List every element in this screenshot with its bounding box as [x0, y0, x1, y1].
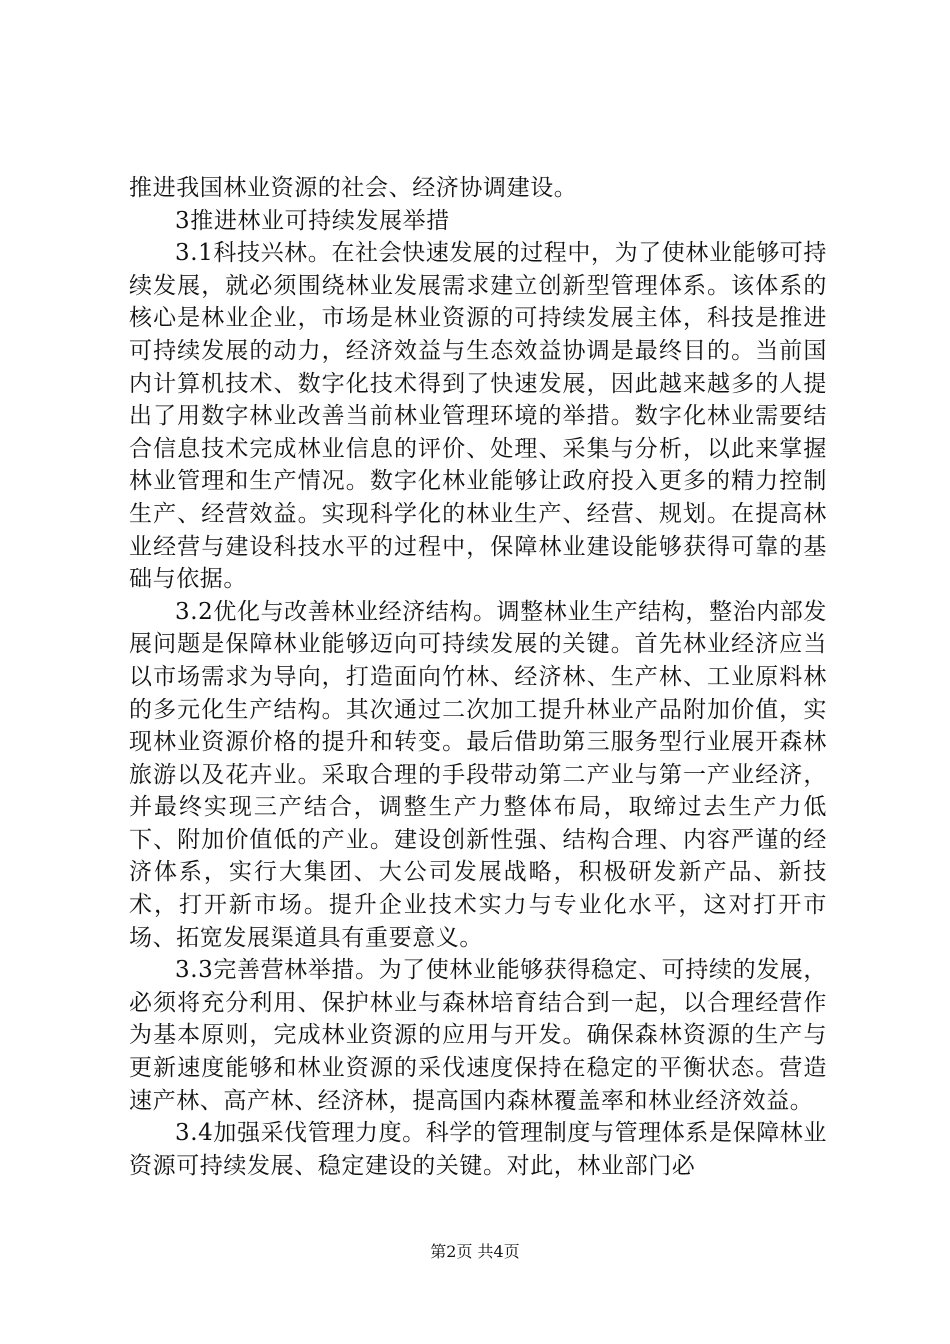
paragraph-3-3: 3.3完善营林举措。为了使林业能够获得稳定、可持续的发展，必须将充分利用、保护林业与森林培育结合到一起，以合理经营作为基本原则，完成林业资源的应用与开发。确保森林资源的生产与更新速度能够和林业资源的采伐速度保持在稳定的平衡状态。营造速产林、高产林、经济林，提高国内森林覆盖率和林业经济效益。 — [129, 957, 827, 1114]
paragraph-3-4: 3.4加强采伐管理力度。科学的管理制度与管理体系是保障林业资源可持续发展、稳定建设的关键。对此，林业部门必 — [129, 1120, 827, 1179]
paragraph-3-1: 3.1科技兴林。在社会快速发展的过程中，为了使林业能够可持续发展，就必须围绕林业发展需求建立创新型管理体系。该体系的核心是林业企业，市场是林业资源的可持续发展主体，科技是推进可持续发展的动力，经济效益与生态效益协调是最终目的。当前国内计算机技术、数字化技术得到了快速发展，因此越来越多的人提出了用数字林业改善当前林业管理环境的举措。数字化林业需要结合信息技术完成林业信息的评价、处理、采集与分析，以此来掌握林业管理和生产情况。数字化林业能够让政府投入更多的精力控制生产、经营效益。实现科学化的林业生产、经营、规划。在提高林业经营与建设科技水平的过程中，保障林业建设能够获得可靠的基础与依据。 — [129, 240, 827, 593]
section-heading-3: 3推进林业可持续发展举措 — [175, 207, 450, 234]
page-footer: 第2页 共4页 — [430, 1242, 520, 1261]
paragraph-3-2: 3.2优化与改善林业经济结构。调整林业生产结构，整治内部发展问题是保障林业能够迈向可持续发展的关键。首先林业经济应当以市场需求为导向，打造面向竹林、经济林、生产林、工业原料林的多元化生产结构。其次通过二次加工提升林业产品附加价值，实现林业资源价格的提升和转变。最后借助第三服务型行业展开森林旅游以及花卉业。采取合理的手段带动第二产业与第一产业经济，并最终实现三产结合，调整生产力整体布局，取缔过去生产力低下、附加价值低的产业。建设创新性强、结构合理、内容严谨的经济体系，实行大集团、大公司发展战略，积极研发新产品、新技术，打开新市场。提升企业技术实力与专业化水平，这对打开市场、拓宽发展渠道具有重要意义。 — [129, 598, 827, 951]
document-body — [129, 172, 827, 1182]
paragraph-intro-continuation: 推进我国林业资源的社会、经济协调建设。 — [129, 175, 578, 201]
